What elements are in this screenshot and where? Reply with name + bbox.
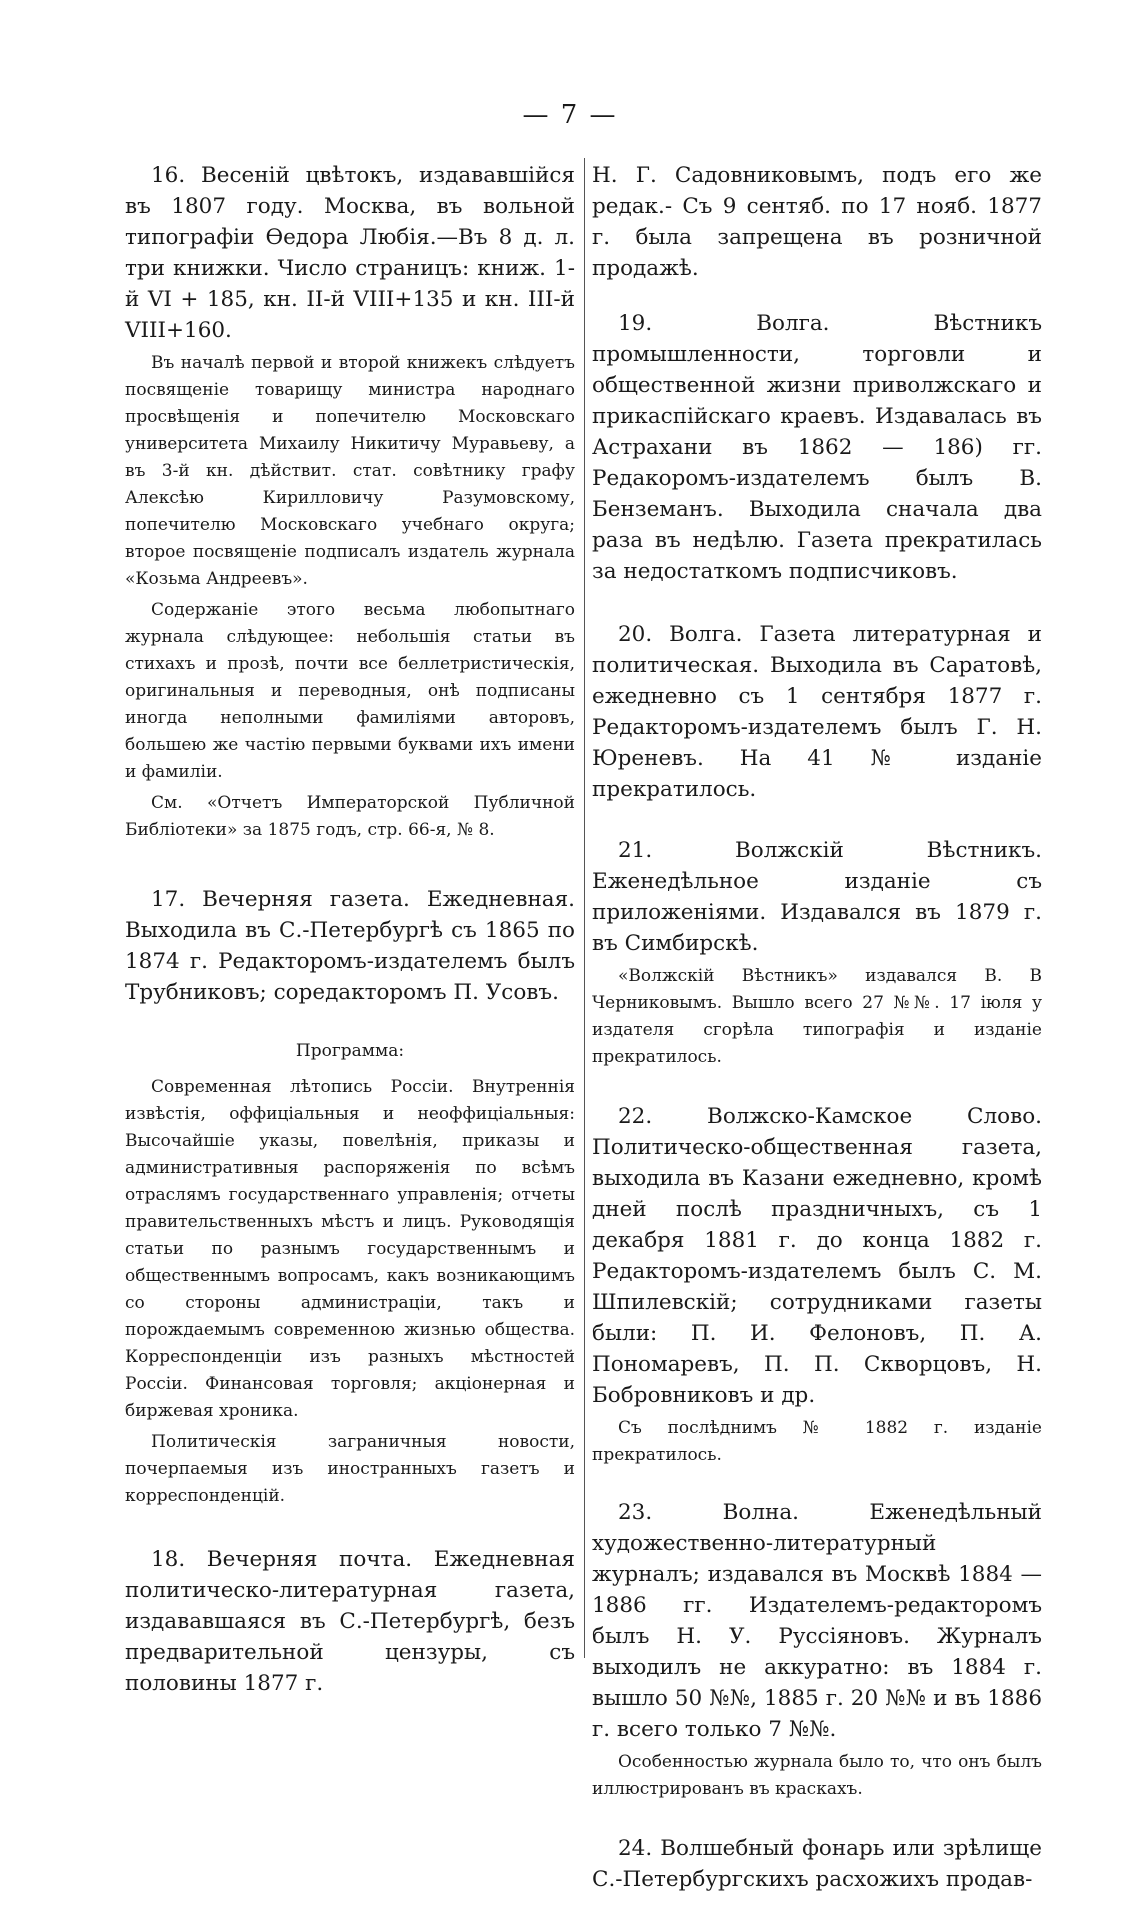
entry-21-text: 21. Волжскій Вѣстникъ. Еженедѣльное изданіе съ приложеніями. Издавался въ 1879 г. въ Симбирскѣ. — [592, 838, 1042, 956]
left-column — [125, 160, 575, 1723]
entry-22-note: Съ послѣднимъ № 1882 г. изданіе прекратилось. — [592, 1418, 1042, 1465]
entry-17-programme-foreign: Политическія заграничныя новости, почерпаемыя изъ иностранныхъ газетъ и корреспонденцій. — [125, 1432, 575, 1506]
entry-17-text: 17. Вечерняя газета. Ежедневная. Выходила въ С.-Петербургѣ съ 1865 по 1874 г. Редакторомъ-издателемъ былъ Трубниковъ; соредакторомъ П. Усовъ. — [125, 887, 575, 1005]
entry-24 — [592, 1833, 1042, 1895]
entry-16-note-dedication: Въ началѣ первой и второй книжекъ слѣдуетъ посвященіе товарищу министра народнаго просвѣщенія и попечителю Московскаго университета Михаилу Никитичу Муравьеву, а въ 3-й кн. дѣйствит. стат. совѣтнику графу Алексѣю Кирилловичу Разумовскому, попечителю Московскаго учебнаго округа; второе посвященіе подписалъ издатель журнала «Козьма Андреевъ». — [125, 353, 575, 589]
entry-24-text: 24. Волшебный фонарь или зрѣлище С.-Петербургскихъ расхожихъ продав- — [592, 1836, 1042, 1892]
entry-23 — [592, 1497, 1042, 1803]
entry-17-programme-title: Программа: — [295, 1041, 405, 1061]
entry-18-continued-text: Н. Г. Садовниковымъ, подъ его же редак.- Съ 9 сентяб. по 17 нояб. 1877 г. была запрещена въ розничной продажѣ. — [592, 163, 1042, 281]
column-divider — [584, 158, 585, 1658]
entry-21 — [592, 835, 1042, 1071]
entry-16-note-reference: См. «Отчетъ Императорской Публичной Библіотеки» за 1875 годъ, стр. 66-я, № 8. — [125, 793, 575, 840]
entry-20-text: 20. Волга. Газета литературная и политическая. Выходила въ Саратовѣ, ежедневно съ 1 сентября 1877 г. Редакторомъ-издателемъ былъ Г. Н. Юреневъ. На 41 № изданіе прекратилось. — [592, 622, 1042, 802]
entry-19 — [592, 308, 1042, 587]
entry-21-note: «Волжскій Вѣстникъ» издавался В. В Черниковымъ. Вышло всего 27 №№. 17 іюля у издателя сгорѣла типографія и изданіе прекратилось. — [592, 966, 1042, 1067]
entry-16 — [125, 160, 575, 844]
entry-19-text: 19. Волга. Вѣстникъ промышленности, торговли и общественной жизни приволжскаго и прикаспійскаго краевъ. Издавалась въ Астрахани въ 1862 — 186) гг. Редакоромъ-издателемъ былъ В. Бенземанъ. Выходила сначала два раза въ недѣлю. Газета прекратилась за недостаткомъ подписчиковъ. — [592, 311, 1042, 584]
page-number: — 7 — — [522, 100, 618, 130]
entry-18-text: 18. Вечерняя почта. Ежедневная политическо-литературная газета, издававшаяся въ С.-Петербургѣ, безъ предварительной цензуры, съ половины 1877 г. — [125, 1547, 575, 1696]
entry-17 — [125, 884, 575, 1510]
entry-22-text: 22. Волжско-Камское Слово. Политическо-общественная газета, выходила въ Казани ежедневно, кромѣ дней послѣ праздничныхъ, съ 1 декабря 1881 г. до конца 1882 г. Редакторомъ-издателемъ былъ С. М. Шпилевскій; сотрудниками газеты были: П. И. Фелоновъ, П. А. Пономаревъ, П. П. Скворцовъ, Н. Бобровниковъ и др. — [592, 1104, 1042, 1408]
entry-16-note-contents: Содержаніе этого весьма любопытнаго журнала слѣдующее: небольшія статьи въ стихахъ и прозѣ, почти все беллетристическія, оригинальныя и переводныя, онѣ подписаны иногда неполными фамиліями авторовъ, большею же частію первыми буквами ихъ имени и фамиліи. — [125, 600, 575, 782]
entry-16-text: 16. Весеній цвѣтокъ, издававшійся въ 1807 году. Москва, въ вольной типографіи Ѳедора Любія.—Въ 8 д. л. три книжки. Число страницъ: книж. 1-й VI + 185, кн. II-й VIII+135 и кн. III-й VIII+160. — [125, 163, 575, 343]
entry-17-programme-text: Современная лѣтопись Россіи. Внутреннія извѣстія, оффиціальныя и неоффиціальныя: Высочайшіе указы, повелѣнія, приказы и административныя распоряженія по всѣмъ отраслямъ государственнаго управленія; отчеты правительственныхъ мѣстъ и лицъ. Руководящія статьи по разнымъ государственнымъ и общественнымъ вопросамъ, какъ возникающимъ со стороны администраціи, такъ и порождаемымъ современною жизнью общества. Корреспонденціи изъ разныхъ мѣстностей Россіи. Финансовая торговля; акціонерная и биржевая хроника. — [125, 1077, 575, 1421]
entry-23-note: Особенностью журнала было то, что онъ былъ иллюстрированъ въ краскахъ. — [592, 1752, 1042, 1799]
entry-23-text: 23. Волна. Еженедѣльный художественно-литературный журналъ; издавался въ Москвѣ 1884 — 1886 гг. Издателемъ-редакторомъ былъ Н. У. Руссіяновъ. Журналъ выходилъ не аккуратно: въ 1884 г. вышло 50 №№, 1885 г. 20 №№ и въ 1886 г. всего только 7 №№. — [592, 1500, 1042, 1742]
entry-18 — [125, 1544, 575, 1699]
entry-20 — [592, 619, 1042, 805]
entry-22 — [592, 1101, 1042, 1469]
entry-18-continued — [592, 160, 1042, 284]
right-column — [592, 160, 1042, 1919]
